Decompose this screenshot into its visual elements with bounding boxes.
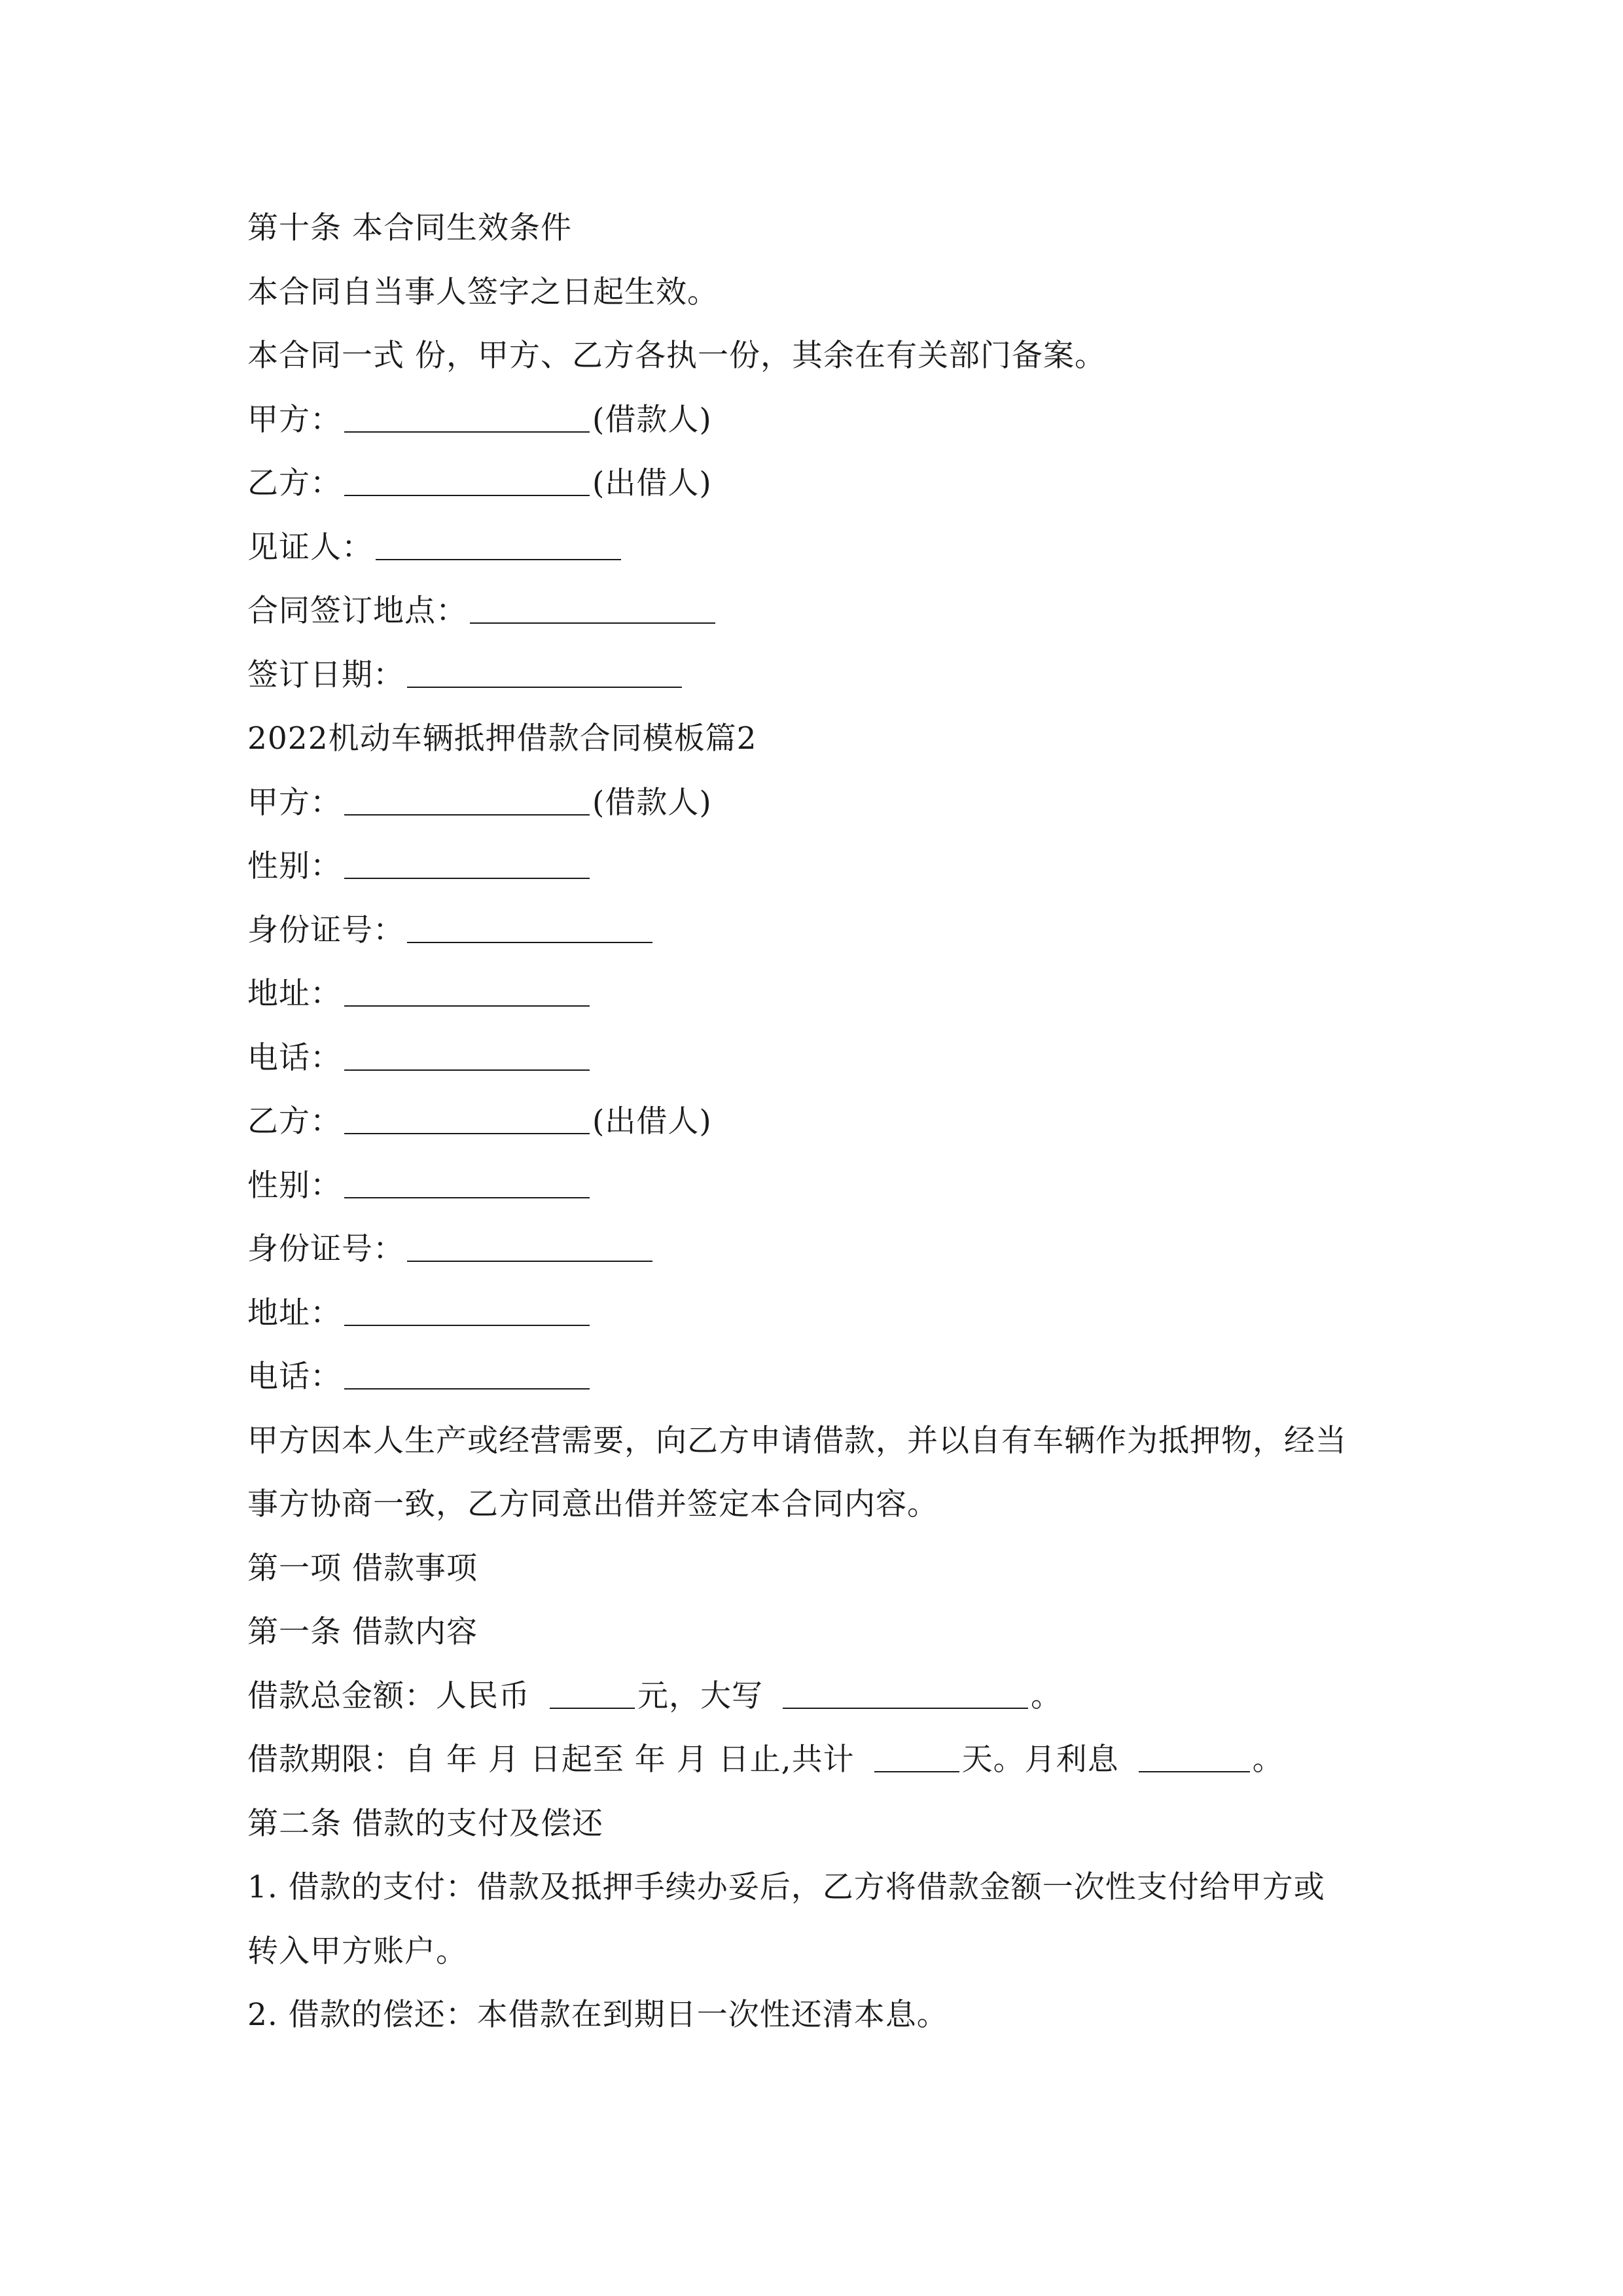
fill-blank — [407, 941, 652, 943]
fill-blank — [344, 1132, 590, 1134]
fill-blank — [344, 494, 590, 496]
field-label: 性别： — [247, 848, 342, 884]
field-suffix: (出借人) — [592, 1103, 712, 1139]
party-a-id-number — [247, 899, 1399, 963]
document-body — [247, 196, 1399, 2047]
party-b-gender — [247, 1154, 1399, 1218]
fill-blank — [344, 1069, 590, 1071]
field-suffix: (借款人) — [592, 401, 712, 438]
field-label: 见证人： — [247, 529, 373, 565]
signature-line-place — [247, 579, 1399, 643]
field-suffix: (借款人) — [592, 784, 712, 821]
loan-amount-line — [247, 1664, 1399, 1729]
fill-blank — [470, 622, 715, 624]
item-heading: 第一项 借款事项 — [247, 1550, 478, 1587]
article-heading: 第十条 本合同生效条件 — [247, 210, 572, 246]
fill-blank — [344, 1324, 590, 1326]
paragraph: 事方协商一致，乙方同意出借并签定本合同内容。 — [247, 1486, 938, 1522]
field-label: 借款期限：自 年 月 日起至 年 月 日止,共计 — [247, 1742, 855, 1778]
field-label: 电话： — [247, 1359, 342, 1395]
field-suffix: 。 — [1031, 1677, 1062, 1714]
field-label: 电话： — [247, 1039, 342, 1076]
section-title: 2022机动车辆抵押借款合同模板篇2 — [247, 721, 757, 757]
fill-blank — [550, 1707, 635, 1709]
signature-line-party-a — [247, 388, 1399, 452]
field-label: 地址： — [247, 976, 342, 1012]
field-suffix: 。 — [1252, 1742, 1284, 1778]
fill-blank — [376, 558, 621, 560]
field-label: 天。月利息 — [961, 1742, 1119, 1778]
fill-blank — [783, 1707, 1028, 1709]
signature-line-party-b — [247, 452, 1399, 516]
field-label: 身份证号： — [247, 912, 404, 948]
field-label: 乙方： — [247, 465, 342, 501]
paragraph: 本合同自当事人签字之日起生效。 — [247, 274, 719, 310]
party-b-name — [247, 1090, 1399, 1154]
signature-line-date — [247, 643, 1399, 708]
fill-blank — [407, 686, 682, 688]
field-label: 乙方： — [247, 1103, 342, 1139]
fill-blank — [874, 1770, 959, 1772]
fill-blank — [344, 877, 590, 879]
field-label: 签订日期： — [247, 656, 404, 693]
field-label: 合同签订地点： — [247, 593, 467, 629]
field-suffix: (出借人) — [592, 465, 712, 501]
field-label: 元，大写 — [637, 1677, 763, 1714]
fill-blank — [1139, 1770, 1250, 1772]
party-a-phone — [247, 1026, 1399, 1090]
field-label: 性别： — [247, 1167, 342, 1204]
fill-blank — [344, 1196, 590, 1198]
fill-blank — [344, 814, 590, 816]
paragraph: 本合同一式 份，甲方、乙方各执一份，其余在有关部门备案。 — [247, 338, 1106, 374]
paragraph: 1. 借款的支付：借款及抵押手续办妥后，乙方将借款金额一次性支付给甲方或 — [247, 1869, 1325, 1905]
field-label: 身份证号： — [247, 1231, 404, 1267]
party-b-id-number — [247, 1217, 1399, 1282]
article-heading: 第一条 借款内容 — [247, 1614, 478, 1650]
paragraph: 甲方因本人生产或经营需要，向乙方申请借款，并以自有车辆作为抵押物，经当 — [247, 1422, 1347, 1459]
party-a-name — [247, 771, 1399, 835]
fill-blank — [407, 1260, 652, 1262]
field-label: 借款总金额：人民币 — [247, 1677, 530, 1714]
fill-blank — [344, 1005, 590, 1007]
fill-blank — [344, 431, 590, 433]
field-label: 甲方： — [247, 401, 342, 438]
field-label: 甲方： — [247, 784, 342, 821]
paragraph: 转入甲方账户。 — [247, 1933, 467, 1969]
party-b-address — [247, 1282, 1399, 1346]
loan-term-line — [247, 1728, 1399, 1792]
article-heading: 第二条 借款的支付及偿还 — [247, 1805, 603, 1842]
party-b-phone — [247, 1345, 1399, 1409]
signature-line-witness — [247, 516, 1399, 580]
field-label: 地址： — [247, 1295, 342, 1331]
paragraph: 2. 借款的偿还：本借款在到期日一次性还清本息。 — [247, 1997, 948, 2033]
fill-blank — [344, 1388, 590, 1390]
party-a-gender — [247, 834, 1399, 899]
party-a-address — [247, 962, 1399, 1026]
